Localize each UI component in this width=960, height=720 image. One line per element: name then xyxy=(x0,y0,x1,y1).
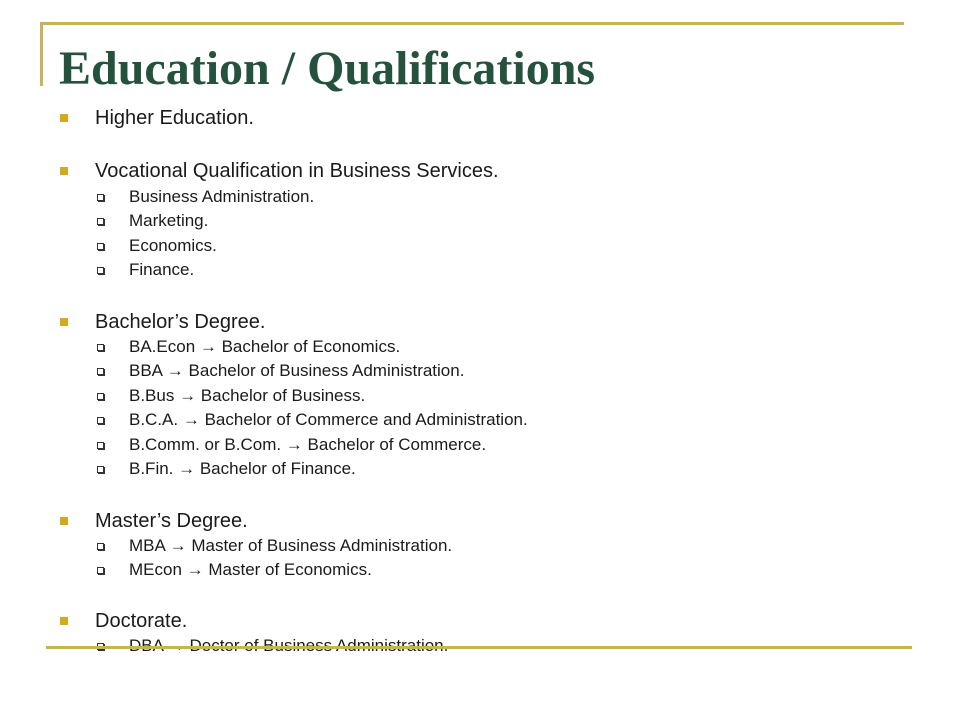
section-heading-doctorate: Doctorate. xyxy=(95,609,187,633)
section-heading-bachelors: Bachelor’s Degree. xyxy=(95,310,265,334)
list-item: B.C.A. → Bachelor of Commerce and Administration. xyxy=(129,409,528,431)
list-item: BA.Econ → Bachelor of Economics. xyxy=(129,336,400,358)
list-item: B.Fin. → Bachelor of Finance. xyxy=(129,458,356,480)
slide-title: Education / Qualifications xyxy=(59,42,596,95)
checkbox-bullet-icon xyxy=(97,543,104,550)
list-item: B.Bus → Bachelor of Business. xyxy=(129,385,365,407)
square-bullet-icon xyxy=(60,318,68,326)
square-bullet-icon xyxy=(60,114,68,122)
left-frame-line xyxy=(40,22,43,86)
list-item: Economics. xyxy=(129,235,217,257)
square-bullet-icon xyxy=(60,167,68,175)
checkbox-bullet-icon xyxy=(97,393,104,400)
list-item: Business Administration. xyxy=(129,186,314,208)
checkbox-bullet-icon xyxy=(97,442,104,449)
list-item: BBA → Bachelor of Business Administration. xyxy=(129,360,464,382)
section-heading-vocational: Vocational Qualification in Business Services. xyxy=(95,159,499,183)
square-bullet-icon xyxy=(60,517,68,525)
checkbox-bullet-icon xyxy=(97,267,104,274)
checkbox-bullet-icon xyxy=(97,368,104,375)
section-heading-masters: Master’s Degree. xyxy=(95,509,248,533)
checkbox-bullet-icon xyxy=(97,567,104,574)
list-item: Finance. xyxy=(129,259,194,281)
list-item: MEcon → Master of Economics. xyxy=(129,559,372,581)
top-frame-line xyxy=(40,22,904,25)
section-heading-higher-education: Higher Education. xyxy=(95,106,254,130)
checkbox-bullet-icon xyxy=(97,218,104,225)
checkbox-bullet-icon xyxy=(97,194,104,201)
checkbox-bullet-icon xyxy=(97,344,104,351)
square-bullet-icon xyxy=(60,617,68,625)
checkbox-bullet-icon xyxy=(97,466,104,473)
checkbox-bullet-icon xyxy=(97,243,104,250)
list-item: B.Comm. or B.Com. → Bachelor of Commerce. xyxy=(129,434,486,456)
checkbox-bullet-icon xyxy=(97,417,104,424)
list-item: MBA → Master of Business Administration. xyxy=(129,535,452,557)
bottom-frame-line xyxy=(46,646,912,649)
list-item: Marketing. xyxy=(129,210,208,232)
